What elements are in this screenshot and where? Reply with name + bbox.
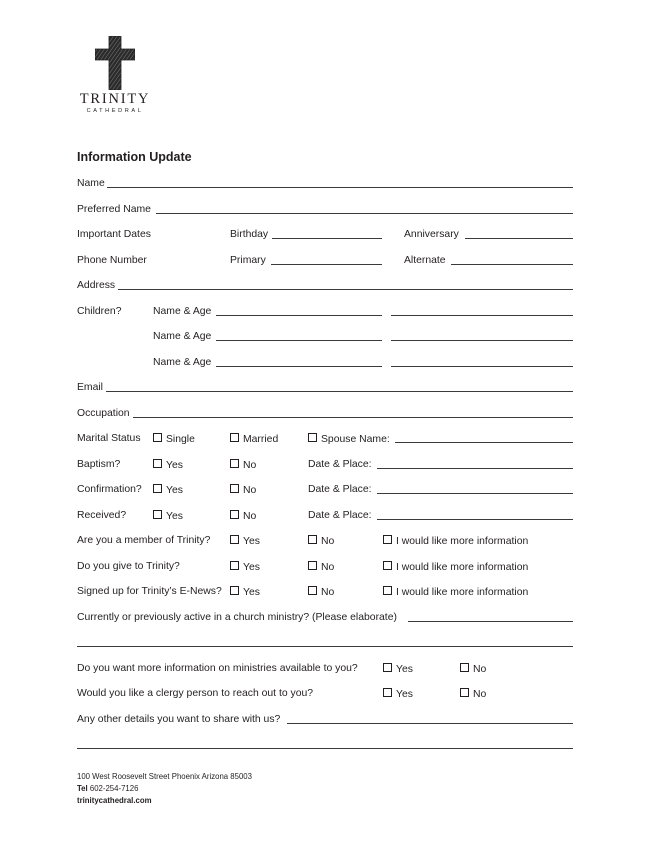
received-date-place-field[interactable] xyxy=(377,519,573,520)
checkbox-icon[interactable] xyxy=(153,433,162,442)
received-no-option[interactable] xyxy=(230,510,256,523)
checkbox-icon[interactable] xyxy=(383,586,392,595)
checkbox-icon[interactable] xyxy=(153,459,162,468)
ministry-field[interactable] xyxy=(408,621,573,622)
enews-question: Signed up for Trinity’s E-News? xyxy=(77,586,222,597)
baptism-date-place-label: Date & Place: xyxy=(308,459,372,470)
checkbox-icon[interactable] xyxy=(230,484,239,493)
occupation-label: Occupation xyxy=(77,408,130,419)
clergy-question: Would you like a clergy person to reach out to you? xyxy=(77,688,314,699)
no-label: No xyxy=(243,485,257,496)
child-name-age-label: Name & Age xyxy=(153,357,212,368)
tel-number: 602-254-7126 xyxy=(89,784,139,793)
form-title: Information Update xyxy=(77,150,192,164)
enews-yes-option[interactable] xyxy=(230,586,260,599)
other-details-field-line-2[interactable] xyxy=(77,748,573,749)
child-2-field[interactable] xyxy=(391,315,573,316)
ministry-field-line-2[interactable] xyxy=(77,646,573,647)
ministry-question: Currently or previously active in a church ministry? (Please elaborate) xyxy=(77,612,397,623)
ministries-info-no-option[interactable] xyxy=(460,663,486,676)
checkbox-icon[interactable] xyxy=(153,484,162,493)
no-label: No xyxy=(473,689,487,700)
ministries-info-yes-option[interactable] xyxy=(383,663,413,676)
child-6-field[interactable] xyxy=(391,366,573,367)
footer xyxy=(77,771,252,807)
name-field[interactable] xyxy=(107,187,573,188)
other-details-question: Any other details you want to share with us? xyxy=(77,714,281,725)
checkbox-icon[interactable] xyxy=(460,688,469,697)
single-option[interactable] xyxy=(153,433,195,446)
checkbox-icon[interactable] xyxy=(383,688,392,697)
more-info-label: I would like more information xyxy=(396,562,529,573)
birthday-label: Birthday xyxy=(230,229,269,240)
logo-subtitle: CATHEDRAL xyxy=(86,108,144,114)
checkbox-icon[interactable] xyxy=(383,535,392,544)
checkbox-icon[interactable] xyxy=(460,663,469,672)
clergy-yes-option[interactable] xyxy=(383,688,413,701)
checkbox-icon[interactable] xyxy=(308,586,317,595)
confirmation-date-place-field[interactable] xyxy=(377,493,573,494)
no-label: No xyxy=(321,587,335,598)
yes-label: Yes xyxy=(396,664,413,675)
give-more-info-option[interactable] xyxy=(383,561,528,574)
received-date-place-label: Date & Place: xyxy=(308,510,372,521)
name-label: Name xyxy=(77,178,105,189)
yes-label: Yes xyxy=(243,562,260,573)
logo xyxy=(74,36,156,115)
confirmation-label: Confirmation? xyxy=(77,484,142,495)
checkbox-icon[interactable] xyxy=(308,535,317,544)
confirmation-no-option[interactable] xyxy=(230,484,256,497)
no-label: No xyxy=(321,536,335,547)
checkbox-icon[interactable] xyxy=(383,561,392,570)
marital-status-label: Marital Status xyxy=(77,433,141,444)
checkbox-icon[interactable] xyxy=(308,433,317,442)
primary-phone-label: Primary xyxy=(230,255,266,266)
enews-more-info-option[interactable] xyxy=(383,586,528,599)
alternate-phone-field[interactable] xyxy=(451,264,573,265)
tel-label: Tel xyxy=(77,784,88,793)
baptism-yes-option[interactable] xyxy=(153,459,183,472)
anniversary-field[interactable] xyxy=(465,238,573,239)
logo-name: TRINITY xyxy=(79,91,151,107)
child-3-field[interactable] xyxy=(216,340,382,341)
yes-label: Yes xyxy=(396,689,413,700)
email-label: Email xyxy=(77,382,103,393)
yes-label: Yes xyxy=(166,511,183,522)
important-dates-label: Important Dates xyxy=(77,229,151,240)
no-label: No xyxy=(473,664,487,675)
member-no-option[interactable] xyxy=(308,535,334,548)
checkbox-icon[interactable] xyxy=(230,586,239,595)
give-no-option[interactable] xyxy=(308,561,334,574)
occupation-field[interactable] xyxy=(133,417,573,418)
checkbox-icon[interactable] xyxy=(230,535,239,544)
checkbox-icon[interactable] xyxy=(230,510,239,519)
member-more-info-option[interactable] xyxy=(383,535,528,548)
alternate-phone-label: Alternate xyxy=(404,255,446,266)
confirmation-yes-option[interactable] xyxy=(153,484,183,497)
no-label: No xyxy=(321,562,335,573)
preferred-name-field[interactable] xyxy=(156,213,573,214)
anniversary-label: Anniversary xyxy=(404,229,459,240)
yes-label: Yes xyxy=(243,587,260,598)
footer-website[interactable] xyxy=(77,795,252,807)
child-5-field[interactable] xyxy=(216,366,382,367)
checkbox-icon[interactable] xyxy=(230,433,239,442)
baptism-label: Baptism? xyxy=(77,459,121,470)
married-option[interactable] xyxy=(230,433,278,446)
yes-label: Yes xyxy=(166,460,183,471)
cross-icon xyxy=(95,36,135,90)
baptism-no-option[interactable] xyxy=(230,459,256,472)
checkbox-icon[interactable] xyxy=(230,561,239,570)
child-name-age-label: Name & Age xyxy=(153,331,212,342)
received-yes-option[interactable] xyxy=(153,510,183,523)
spouse-name-field[interactable] xyxy=(395,442,573,443)
address-field[interactable] xyxy=(118,289,573,290)
yes-label: Yes xyxy=(243,536,260,547)
baptism-date-place-field[interactable] xyxy=(377,468,573,469)
checkbox-icon[interactable] xyxy=(230,459,239,468)
child-name-age-label: Name & Age xyxy=(153,306,212,317)
footer-address: 100 West Roosevelt Street Phoenix Arizona 85003 xyxy=(77,772,252,781)
other-details-field[interactable] xyxy=(287,723,573,724)
email-field[interactable] xyxy=(106,391,573,392)
confirmation-date-place-label: Date & Place: xyxy=(308,484,372,495)
child-4-field[interactable] xyxy=(391,340,573,341)
phone-number-label: Phone Number xyxy=(77,255,147,266)
single-label: Single xyxy=(166,434,195,445)
give-question: Do you give to Trinity? xyxy=(77,561,180,572)
preferred-name-label: Preferred Name xyxy=(77,204,151,215)
received-label: Received? xyxy=(77,510,127,521)
more-info-label: I would like more information xyxy=(396,536,529,547)
no-label: No xyxy=(243,460,257,471)
no-label: No xyxy=(243,511,257,522)
website-link[interactable]: trinitycathedral.com xyxy=(77,796,152,805)
checkbox-icon[interactable] xyxy=(153,510,162,519)
address-label: Address xyxy=(77,280,116,291)
give-yes-option[interactable] xyxy=(230,561,260,574)
more-info-label: I would like more information xyxy=(396,587,529,598)
birthday-field[interactable] xyxy=(272,238,382,239)
child-1-field[interactable] xyxy=(216,315,382,316)
checkbox-icon[interactable] xyxy=(383,663,392,672)
member-question: Are you a member of Trinity? xyxy=(77,535,211,546)
yes-label: Yes xyxy=(166,485,183,496)
children-label: Children? xyxy=(77,306,122,317)
spouse-name-option[interactable] xyxy=(308,433,390,446)
spouse-name-label: Spouse Name: xyxy=(321,434,390,445)
footer-phone xyxy=(77,783,252,795)
ministries-info-question: Do you want more information on ministries available to you? xyxy=(77,663,358,674)
checkbox-icon[interactable] xyxy=(308,561,317,570)
primary-phone-field[interactable] xyxy=(271,264,382,265)
married-label: Married xyxy=(243,434,279,445)
clergy-no-option[interactable] xyxy=(460,688,486,701)
member-yes-option[interactable] xyxy=(230,535,260,548)
enews-no-option[interactable] xyxy=(308,586,334,599)
